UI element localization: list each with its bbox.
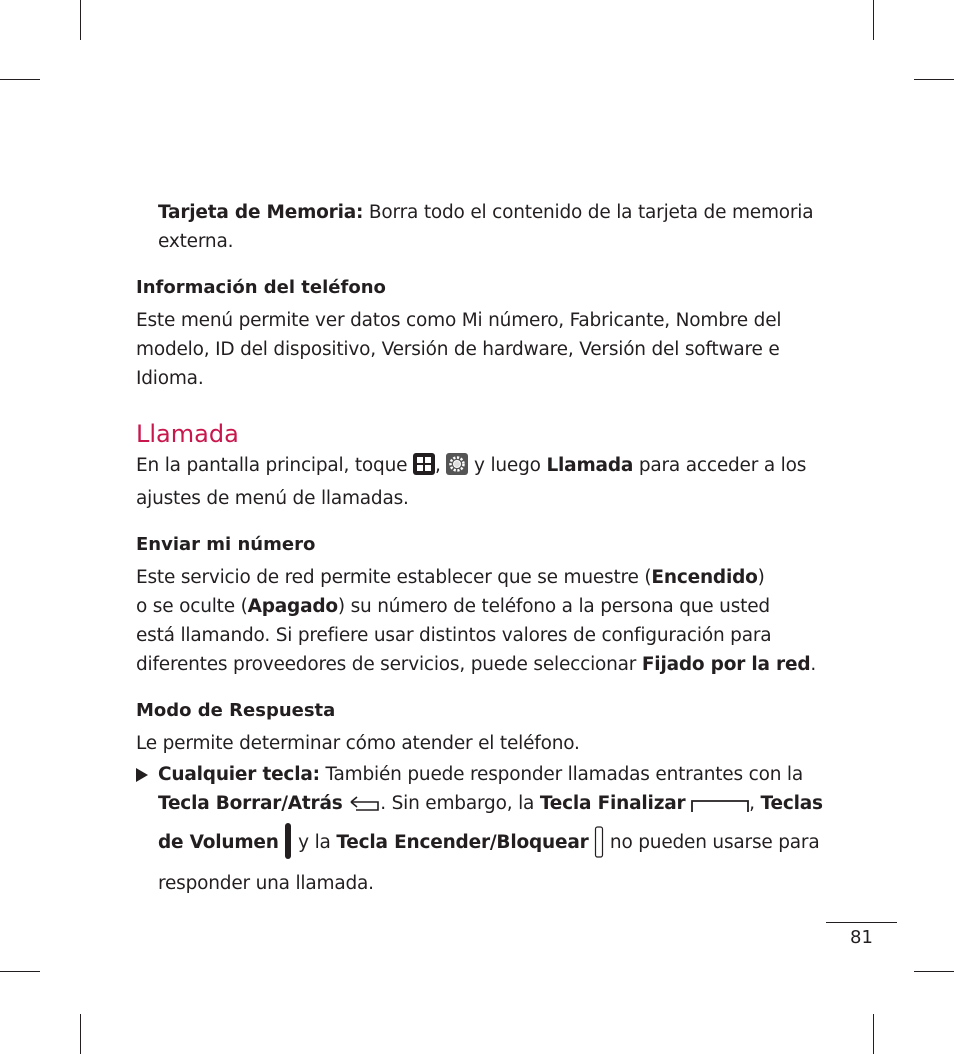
bullet-text: También puede responder llamadas entrantes con la [319,764,803,785]
crop-mark [914,971,954,972]
crop-mark [80,0,81,40]
section-title: Llamada [136,420,239,448]
bullet-text: , [749,793,761,814]
crop-mark [0,971,40,972]
enviar-paragraph [136,563,826,679]
modo-intro: Le permite determinar cómo atender el teléfono. [136,733,580,754]
memoria-text: Borra todo el contenido de la tarjeta de memoria [363,202,814,223]
info-line: Este menú permite ver datos como Mi número, Fabricante, Nombre del [136,310,782,331]
enviar-heading: Enviar mi número [136,534,316,555]
enviar-text: está llamando. Si prefiere usar distintos valores de configuración para [136,625,772,646]
bullet-text: responder una llamada. [158,873,374,894]
page-number: 81 [826,922,897,948]
list-item [136,760,826,898]
llamada-text: ajustes de menú de llamadas. [136,488,409,509]
key-volume: de Volumen [158,832,279,853]
enviar-text: o se oculte ( [136,596,248,617]
info-heading: Información del teléfono [136,277,386,298]
enviar-bold: Encendido [651,567,758,588]
page-content [136,198,826,898]
info-paragraph [136,306,826,393]
crop-mark [80,1014,81,1054]
key-back: Tecla Borrar/Atrás [158,793,343,814]
back-arrow-icon [348,793,380,822]
settings-gear-icon [446,453,468,484]
memoria-paragraph [136,198,826,256]
enviar-text: Este servicio de red permite establecer que se muestre ( [136,567,652,588]
enviar-text: . [810,654,817,675]
crop-mark [873,0,874,40]
llamada-text: y luego [468,455,547,476]
bullet-label: Cualquier tecla: [158,764,320,785]
enviar-bold: Apagado [247,596,338,617]
key-volume: Teclas [760,793,823,814]
crop-mark [873,1014,874,1054]
enviar-text: ) su número de teléfono a la persona que usted [337,596,770,617]
crop-mark [914,79,954,80]
bullet-arrow-icon [136,768,148,782]
modo-heading: Modo de Respuesta [136,700,336,721]
enviar-text: diferentes proveedores de servicios, puede seleccionar [136,654,642,675]
key-power: Tecla Encender/Bloquear [336,832,589,853]
llamada-text: , [434,455,447,476]
end-key-icon [691,793,749,822]
llamada-text: En la pantalla principal, toque [136,455,413,476]
enviar-text: ) [757,567,765,588]
apps-grid-icon [413,453,435,484]
power-key-icon [594,826,604,867]
bullet-text: . Sin embargo, la [380,793,540,814]
llamada-bold: Llamada [546,455,634,476]
enviar-bold: Fijado por la red [641,654,811,675]
memoria-label: Tarjeta de Memoria: [158,202,364,223]
memoria-text-2: externa. [158,231,234,252]
bullet-text: no pueden usarse para [604,832,820,853]
llamada-paragraph [136,451,826,513]
bullet-text: y la [292,832,337,853]
info-line: Idioma. [136,368,204,389]
llamada-text: para acceder a los [633,455,807,476]
crop-mark [0,79,40,80]
info-line: modelo, ID del dispositivo, Versión de hardware, Versión del software e [136,339,780,360]
key-end: Tecla Finalizar [539,793,686,814]
